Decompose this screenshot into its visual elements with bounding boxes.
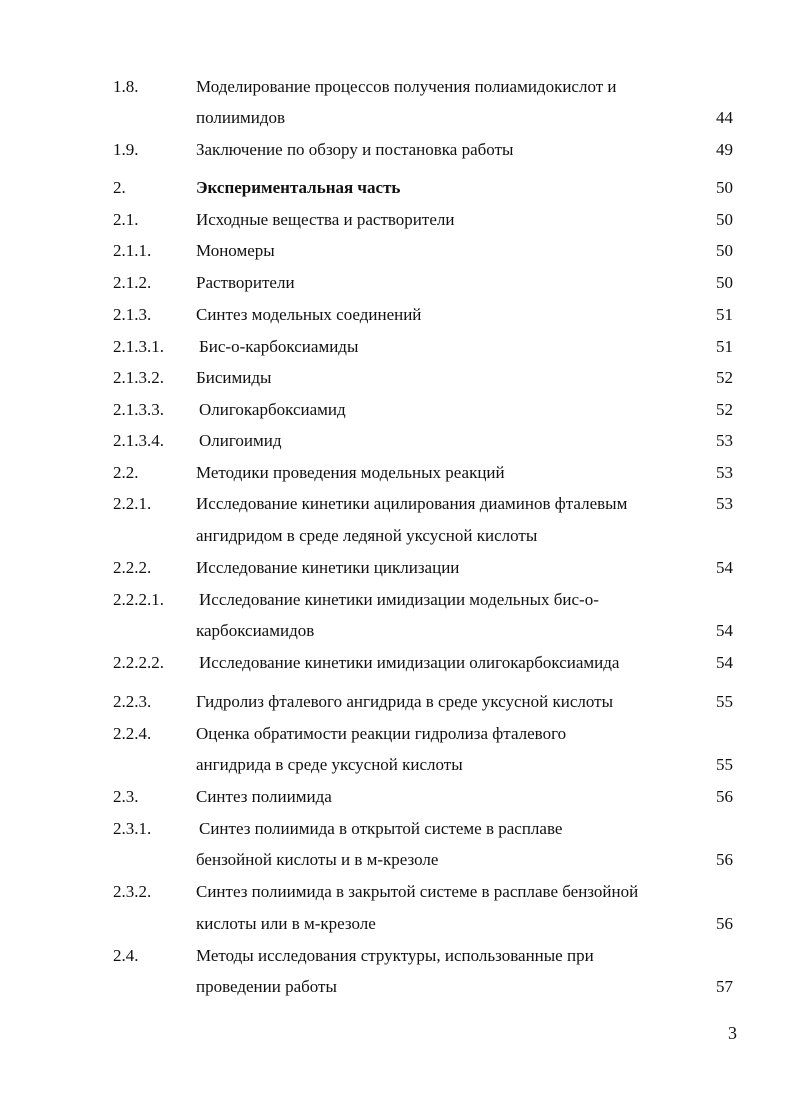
toc-page: 55 — [716, 755, 733, 774]
toc-number: 1.8. — [113, 77, 139, 96]
toc-title: ангидрида в среде уксусной кислоты — [196, 755, 463, 774]
toc-entry-2-2-3 — [0, 689, 797, 715]
toc-title: Синтез модельных соединений — [196, 305, 422, 324]
toc-number: 2.1.3.3. — [113, 400, 164, 419]
toc-number: 2.1.1. — [113, 241, 152, 260]
toc-number: 2.2. — [113, 463, 139, 482]
toc-title: Гидролиз фталевого ангидрида в среде уксусной кислоты — [196, 692, 613, 711]
toc-page: 50 — [716, 178, 733, 197]
toc-page: 54 — [716, 558, 733, 577]
toc-page: 55 — [716, 692, 733, 711]
toc-entry-1-8-cont — [0, 105, 797, 131]
toc-entry-2-3-2-cont — [0, 911, 797, 937]
toc-page: 57 — [716, 977, 733, 996]
toc-number: 2.4. — [113, 946, 139, 965]
toc-title: Мономеры — [196, 241, 275, 260]
toc-page: 52 — [716, 400, 733, 419]
toc-entry-2-1-3-4 — [0, 428, 797, 454]
toc-page: 52 — [716, 368, 733, 387]
toc-entry-2-1-3-1 — [0, 334, 797, 360]
toc-entry-2 — [0, 175, 797, 201]
toc-number: 2.1. — [113, 210, 139, 229]
toc-title: Бисимиды — [196, 368, 272, 387]
toc-number: 2.1.3. — [113, 305, 152, 324]
toc-entry-2-2-2-1 — [0, 587, 797, 613]
toc-number: 1.9. — [113, 140, 139, 159]
toc-number: 2.1.3.1. — [113, 337, 164, 356]
toc-entry-2-3-2 — [0, 879, 797, 905]
toc-entry-2-1-1 — [0, 238, 797, 264]
toc-page: 54 — [716, 653, 733, 672]
toc-title: проведении работы — [196, 977, 337, 996]
toc-title: Олигокарбоксиамид — [199, 400, 346, 419]
toc-entry-2-2-4-cont — [0, 752, 797, 778]
toc-title: Синтез полиимида в открытой системе в расплаве — [199, 819, 563, 838]
toc-page: 51 — [716, 337, 733, 356]
toc-number: 2.3. — [113, 787, 139, 806]
toc-entry-2-2-2-2 — [0, 650, 797, 676]
toc-title: Экспериментальная часть — [196, 178, 401, 197]
toc-entry-1-9 — [0, 137, 797, 163]
toc-entry-2-3 — [0, 784, 797, 810]
toc-title: Исследование кинетики циклизации — [196, 558, 460, 577]
toc-page: 44 — [716, 108, 733, 127]
toc-number: 2.3.2. — [113, 882, 152, 901]
toc-entry-2-1-3-3 — [0, 397, 797, 423]
toc-title: Заключение по обзору и постановка работы — [196, 140, 514, 159]
toc-page: 53 — [716, 494, 733, 513]
toc-page: 56 — [716, 850, 733, 869]
toc-page: 56 — [716, 914, 733, 933]
toc-entry-2-2-2 — [0, 555, 797, 581]
toc-title: Бис-о-карбоксиамиды — [199, 337, 359, 356]
toc-title: кислоты или в м-крезоле — [196, 914, 376, 933]
toc-title: полиимидов — [196, 108, 286, 127]
toc-title: Синтез полиимида — [196, 787, 332, 806]
toc-entry-2-1-2 — [0, 270, 797, 296]
toc-number: 2.2.2. — [113, 558, 152, 577]
toc-entry-1-8 — [0, 74, 797, 100]
toc-entry-2-3-1 — [0, 816, 797, 842]
toc-number: 2.2.3. — [113, 692, 152, 711]
page-number: 3 — [728, 1023, 737, 1043]
toc-page: 53 — [716, 431, 733, 450]
toc-entry-2-2-4 — [0, 721, 797, 747]
toc-entry-2-2-1-cont — [0, 523, 797, 549]
toc-title: Методы исследования структуры, использованные при — [196, 946, 594, 965]
toc-page: 51 — [716, 305, 733, 324]
toc-page: 53 — [716, 463, 733, 482]
toc-entry-2-1-3-2 — [0, 365, 797, 391]
toc-entry-2-4 — [0, 943, 797, 969]
toc-title: ангидридом в среде ледяной уксусной кислоты — [196, 526, 538, 545]
toc-entry-2-2-2-1-cont — [0, 618, 797, 644]
toc-number: 2.3.1. — [113, 819, 152, 838]
toc-number: 2.2.1. — [113, 494, 152, 513]
toc-title: Исследование кинетики имидизации олигокарбоксиамида — [199, 653, 620, 672]
toc-title: Растворители — [196, 273, 295, 292]
toc-page: 50 — [716, 273, 733, 292]
toc-title: Синтез полиимида в закрытой системе в расплаве бензойной — [196, 882, 639, 901]
toc-page: 49 — [716, 140, 733, 159]
toc-title: Методики проведения модельных реакций — [196, 463, 505, 482]
toc-page: 50 — [716, 210, 733, 229]
toc-number: 2.1.3.2. — [113, 368, 164, 387]
toc-number: 2. — [113, 178, 126, 197]
toc-entry-2-4-cont — [0, 974, 797, 1000]
toc-entry-2-1-3 — [0, 302, 797, 328]
toc-entry-2-2 — [0, 460, 797, 486]
toc-entry-2-2-1 — [0, 491, 797, 517]
toc-entry-2-3-1-cont — [0, 847, 797, 873]
toc-number: 2.2.2.2. — [113, 653, 164, 672]
toc-title: Исследование кинетики ацилирования диаминов фталевым — [196, 494, 628, 513]
toc-title: Исследование кинетики имидизации модельных бис-о- — [199, 590, 599, 609]
toc-title: карбоксиамидов — [196, 621, 315, 640]
toc-number: 2.1.2. — [113, 273, 152, 292]
toc-title: Оценка обратимости реакции гидролиза фталевого — [196, 724, 567, 743]
toc-page: 54 — [716, 621, 733, 640]
toc-entry-2-1 — [0, 207, 797, 233]
toc-title: бензойной кислоты и в м-крезоле — [196, 850, 439, 869]
toc-number: 2.1.3.4. — [113, 431, 164, 450]
toc-title: Исходные вещества и растворители — [196, 210, 455, 229]
toc-page: 50 — [716, 241, 733, 260]
toc-title: Моделирование процессов получения полиамидокислот и — [196, 77, 617, 96]
toc-title: Олигоимид — [199, 431, 282, 450]
toc-number: 2.2.2.1. — [113, 590, 164, 609]
toc-page: 56 — [716, 787, 733, 806]
toc-number: 2.2.4. — [113, 724, 152, 743]
